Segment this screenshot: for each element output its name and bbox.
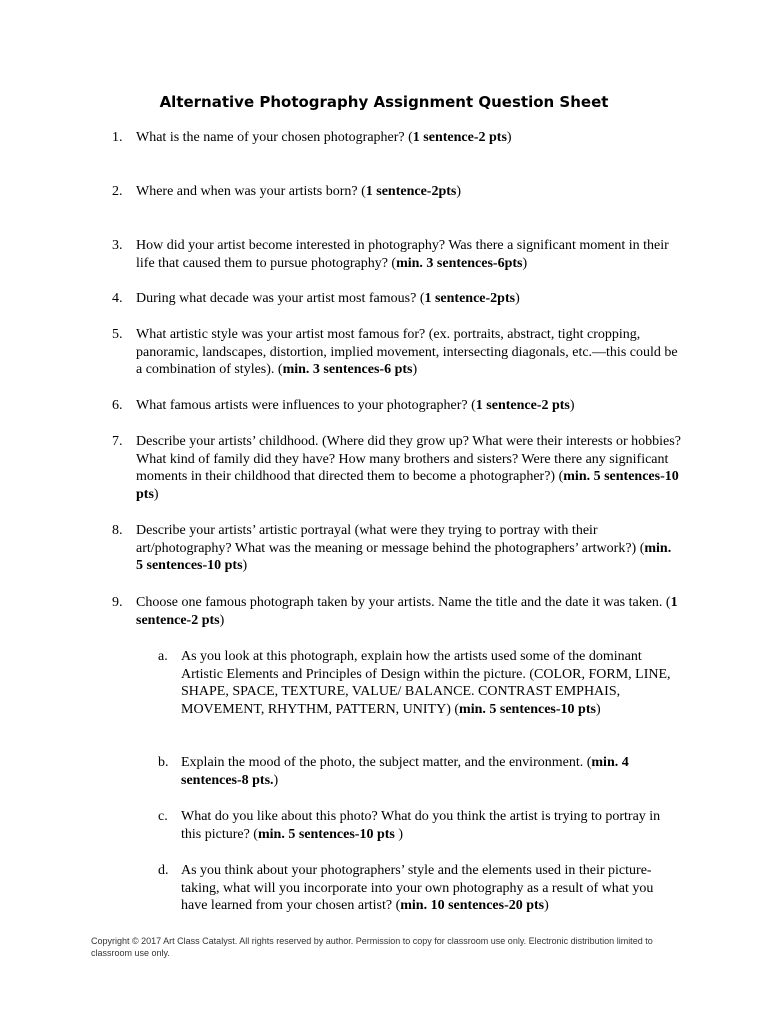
question-text: Describe your artists’ childhood. (Where did they grow up? What were their interests or hobbies? What kind of family did they have? How many brothers and sisters? Were there any significant moments in their childhood that directed them to become a photographer?) (min. 5 sentences-10 pts): [136, 434, 681, 502]
subquestion-letter: a.: [158, 649, 168, 664]
question-text: Choose one famous photograph taken by your artists. Name the title and the date it was taken. (1 sentence-2 pts): [136, 595, 678, 628]
question-text: How did your artist become interested in photography? Was there a significant moment in their life that caused them to pursue photography? (min. 3 sentences-6pts): [136, 238, 669, 271]
question-text: What famous artists were influences to your photographer? (1 sentence-2 pts): [136, 398, 575, 413]
question-points: 1 sentence-2 pts: [475, 398, 570, 413]
question-points: 1 sentence-2pts: [424, 291, 516, 306]
question-text: Where and when was your artists born? (1 sentence-2pts): [136, 184, 462, 199]
question-text: Describe your artists’ artistic portrayal (what were they trying to portray with their art/photography? What was the meaning or message behind the photographers’ artwork?) (min. 5 sentences-10 pts): [136, 523, 672, 574]
question-points: 1 sentence-2 pts: [412, 130, 507, 145]
question-number: 7.: [112, 434, 123, 449]
question-number: 5.: [112, 327, 123, 342]
question-number: 8.: [112, 523, 123, 538]
subquestion-points: min. 5 sentences-10 pts: [257, 826, 395, 842]
subquestion-points: min. 5 sentences-10 pts: [459, 701, 596, 717]
question-points: min. 3 sentences-6 pts: [282, 362, 413, 378]
subquestion-text: As you think about your photographers’ style and the elements used in their picture-taking, what will you incorporate into your own photography as a result of what you have learned from your chosen artist? (min. 10 sentences-20 pts): [181, 863, 654, 914]
question-number: 9.: [112, 595, 123, 610]
subquestion-text: As you look at this photograph, explain how the artists used some of the dominant Artistic Elements and Principles of Design within the picture. (COLOR, FORM, LINE, SHAPE, SPACE, TEXTURE, VALUE/ BALANCE. CONTRAST EMPHAIS, MOVEMENT, RHYTHM, PATTERN, UNITY) (min. 5 sentences-10 pts): [181, 649, 671, 717]
question-text: During what decade was your artist most famous? (1 sentence-2pts): [136, 291, 520, 306]
question-points: 1 sentence-2pts: [365, 184, 457, 199]
subquestion-text: What do you like about this photo? What do you think the artist is trying to portray in this picture? (min. 5 sentences-10 pts ): [181, 809, 661, 842]
subquestion-letter: c.: [158, 809, 168, 824]
question-number: 6.: [112, 398, 123, 413]
question-text: What artistic style was your artist most famous for? (ex. portraits, abstract, tight cropping, panoramic, landscapes, distortion, implied movement, intersecting diagonals, etc.—this could be a combination of styles). (min. 3 sentences-6 pts): [136, 327, 678, 378]
subquestion-points: min. 10 sentences-20 pts: [400, 898, 545, 914]
question-points: min. 5 sentences-10 pts: [136, 469, 679, 502]
question-text: What is the name of your chosen photographer? (1 sentence-2 pts): [136, 130, 512, 145]
copyright-footer: Copyright © 2017 Art Class Catalyst. All rights reserved by author. Permission to copy for classroom use only. Electronic distribution limited to classroom use only.: [91, 936, 653, 958]
subquestion-letter: d.: [158, 863, 169, 878]
question-number: 3.: [112, 238, 123, 253]
question-number: 1.: [112, 130, 123, 145]
question-points: min. 5 sentences-10 pts: [136, 540, 672, 574]
subquestion-points: min. 4 sentences-8 pts.: [181, 755, 629, 788]
question-points: min. 3 sentences-6pts: [396, 255, 523, 271]
subquestion-text: Explain the mood of the photo, the subject matter, and the environment. (min. 4 sentences-8 pts.): [181, 755, 629, 788]
subquestion-letter: b.: [158, 755, 169, 770]
question-number: 2.: [112, 184, 123, 199]
question-number: 4.: [112, 291, 123, 306]
page-title: Alternative Photography Assignment Question Sheet: [159, 93, 609, 111]
question-points: 1 sentence-2 pts: [136, 595, 678, 628]
